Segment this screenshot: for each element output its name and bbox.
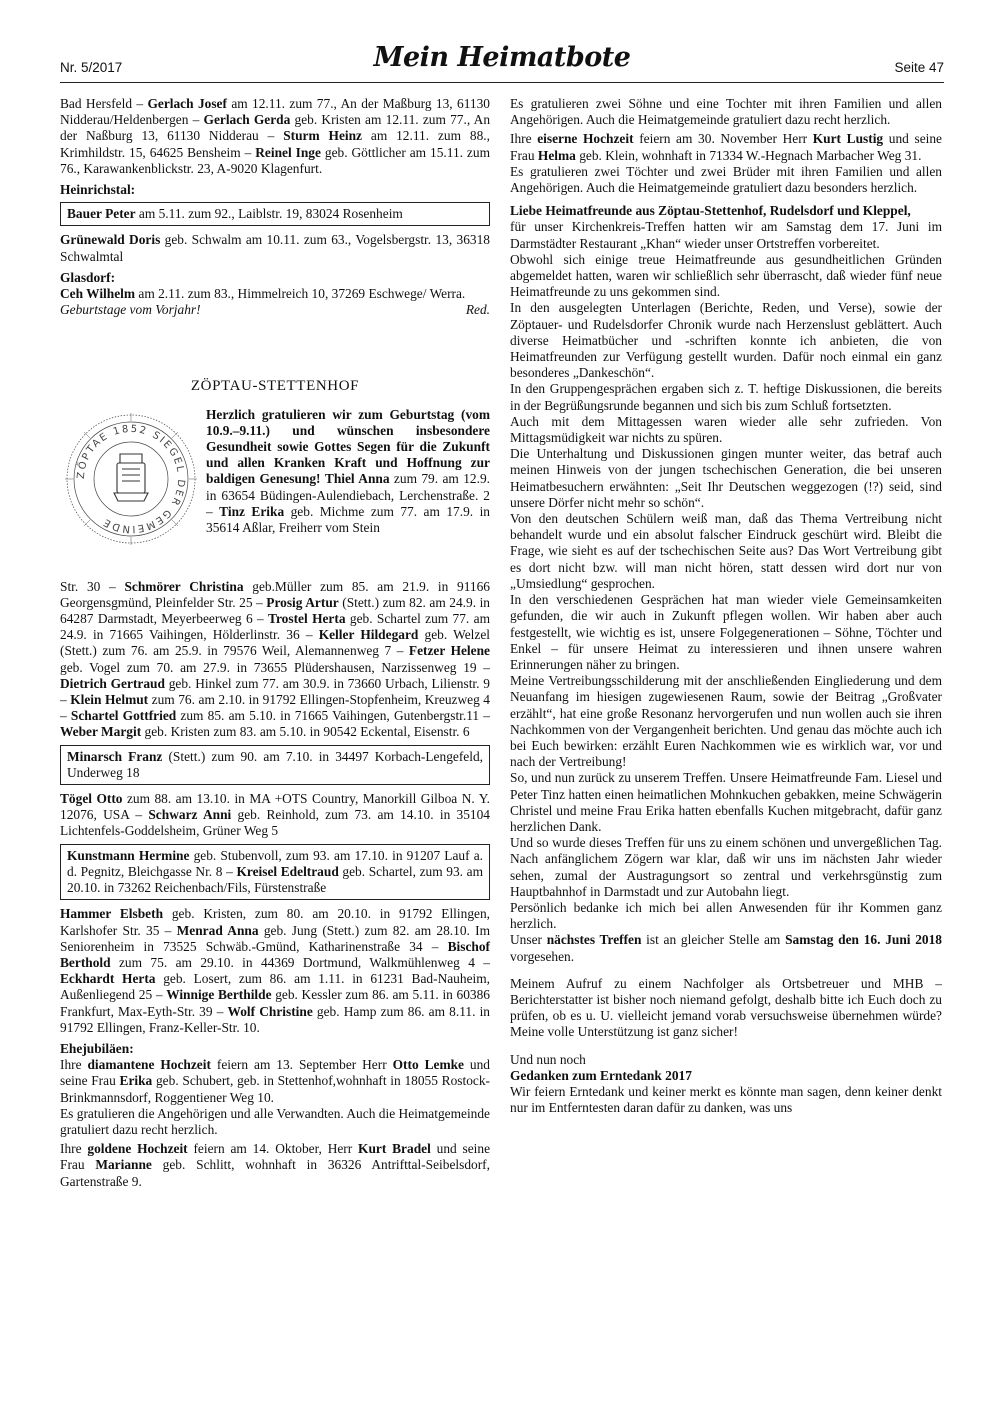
letter-body (510, 219, 942, 932)
page-header (60, 42, 944, 90)
thoughts-heading: Gedanken zum Erntedank 2017 (510, 1067, 692, 1083)
boxed-entry-text: Minarsch Franz (Stett.) zum 90. am 7.10. in 34497 Korbach-Lengefeld, Underweg 18 (67, 748, 483, 780)
editor-note (60, 302, 490, 318)
successor-appeal: Meinem Aufruf zu einem Nachfolger als Ortsbetreuer und MHB – Berichterstatter ist bisher noch niemand gefolgt, deshalb bitte ich Euch doch zu prüfen, ob es u. U. vielleicht jemand vorab versuchsweise übernehmen würde? Meine volle Unterstützung ist ganz sicher! (510, 975, 942, 1040)
letter-paragraph: So, und nun zurück zu unserem Treffen. Unsere Heimatfreunde Fam. Liesel und Peter Tinz hatten einen heimatlichen Mohnkuchen gebakken, meine Schwägerin Christel und meine Frau Erika hatten ebenfalls Kuchen mitgebracht, dafür ganz herzlichen Dank. (510, 770, 942, 834)
left-column (60, 96, 490, 1190)
entry-gruenewald: Grünewald Doris geb. Schwalm am 10.11. zum 63., Vogelsbergstr. 13, 36318 Schwalmtal (60, 232, 490, 264)
letter-paragraph: für unser Kirchenkreis-Treffen hatten wir am Samstag dem 17. Juni im Darmstädter Restaurant „Khan“ wieder unser Ortstreffen vorbereitet. (510, 219, 942, 251)
boxed-entry-text: Bauer Peter am 5.11. zum 92., Laiblstr. 19, 83024 Rosenheim (67, 206, 403, 222)
und-nun-noch: Und nun noch (510, 1051, 586, 1067)
section-title-zoeptau: ZÖPTAU-STETTENHOF (190, 378, 360, 395)
boxed-entry-text: Kunstmann Hermine geb. Stubenvoll, zum 93. am 17.10. in 91207 Lauf a. d. Pegnitz, Bleichgasse Nr. 8 – Kreisel Edeltraud geb. Schartel, zum 93. am 20.10. in 73262 Reichenbach/Fils, Fürstenstraße (67, 847, 484, 896)
letter-heading: Liebe Heimatfreunde aus Zöptau-Stettenhof, Rudelsdorf und Kleppel, (510, 203, 911, 219)
masthead-title: Mein Heimatbote (373, 42, 631, 73)
letter-paragraph: In den ausgelegten Unterlagen (Berichte, Reden, und Verse), sowie der Zöptauer- und Rudelsdorfer Chronik wurde nach Herzenslust geblättert. Auch diverse Heimatbücher und -schriften konnte ich anbieten, die von Heimatfreunden zur Verfügung gestellt wurden. Dafür noch einmal ein ganz besonderes „Dankeschön“. (510, 300, 942, 381)
glasdorf-heading: Glasdorf: (60, 269, 116, 285)
diamond-congrats: Es gratulieren die Angehörigen und alle Verwandten. Auch die Heimatgemeinde gratuliert dazu recht herzlich. (60, 1105, 490, 1137)
letter-paragraph: In den Gruppengesprächen ergaben sich z. T. heftige Diskussionen, die bereits in der Begrüßungsrunde begannen und sich bis zum Schluß fortsetzten. (510, 381, 942, 413)
editor-note-text: Geburtstage vom Vorjahr! (60, 302, 201, 318)
letter-paragraph: Obwohl sich einige treue Heimatfreunde aus gesundheitlichen Gründen abgemeldet hatten, waren wir schließlich sehr überrascht, daß wieder fünf neue Heimatfreunde zu uns gekommen sind. (510, 251, 942, 300)
boxed-entry-bauer (60, 202, 490, 226)
svg-text:ZÖPTAE 1852 SIEGEL DER GEMEIND (75, 423, 186, 533)
boxed-entry-minarsch (60, 745, 490, 785)
letter-paragraph: Die Unterhaltung und Diskussionen gingen munter weiter, das betraf auch meinen Hinweis von der jungen tschechischen Generation, die bei unseren Heimatbesuchern erwähnten: „Seit Ihr Deutschen weggezogen (!?) seid, sind unsere Dörfer nicht mehr so schön“. (510, 446, 942, 510)
entry-hammer: Hammer Elsbeth geb. Kristen, zum 80. am 20.10. in 91792 Ellingen, Karlshofer Str. 35 – Menrad Anna geb. Jung (Stett.) zum 82. am 28.10. Im Seniorenheim in 73525 Schwäb.-Gmünd, Katharinenstraße 34 – Bischof Berthold zum 75. am 29.10. in 44369 Dortmund, Walkmühlenweg 4 – Eckhardt Herta geb. Losert, zum 86. am 1.11. in 61231 Bad-Nauheim, Außenliegend 25 – Winnige Berthilde geb. Kessler zum 86. am 5.11. in 60386 Frankfurt, Max-Eyth-Str. 39 – Wolf Christine geb. Hamp zum 86. am 8.11. in 91792 Ellingen, Franz-Keller-Str. 10. (60, 906, 491, 1035)
municipal-seal-icon (56, 409, 206, 549)
diamond-wedding: Ihre diamantene Hochzeit feiern am 13. September Herr Otto Lemke und seine Frau Erika geb. Schubert, geb. in Stettenhof,wohnhaft in 18055 Rostock-Brinkmannsdorf, Roggentiener Weg 10. (60, 1057, 490, 1105)
letter-paragraph: In den verschiedenen Gesprächen hat man wieder viele Gemeinsamkeiten gefunden, die wir auch in Zukunft pflegen wollen. Wir haben aber auch festgestellt, wie wichtig es ist, unsere Folgegenerationen – Söhne, Töchter und Enkel – für unsere Heimat zu interessieren und ihnen unsere wahren Erinnerungen näher zu bringen. (510, 592, 942, 672)
intro-paragraph: Bad Hersfeld – Gerlach Josef am 12.11. zum 77., An der Maßburg 13, 61130 Nidderau/Heldenbergen – Gerlach Gerda geb. Kristen am 12.11. zum 77., An der Naßburg 13, 61130 Nidderau – Sturm Heinz am 12.11. zum 88., Krimhildstr. 15, 64625 Bensheim – Reinel Inge geb. Göttlicher am 15.11. zum 76., Karawankenblickstr. 23, A-9020 Klagenfurt. (60, 96, 491, 176)
letter-paragraph: Von den deutschen Schülern weiß man, daß das Thema Vertreibung nicht behandelt wurde und ein absolut falscher Eindruck geschürt wird. Bleibt die Frage, wie sieht es auf der tschechischen Seite aus? Das Wort Vertreibung gibt es dort nicht bzw. will man nicht hören, statt dessen wird dort nur von „Umsiedlung“ gesprochen. (510, 511, 942, 591)
entry-ceh: Ceh Wilhelm am 2.11. zum 83., Himmelreich 10, 37269 Eschwege/ Werra. (60, 286, 466, 302)
greeting-text: Herzlich gratulieren wir zum Geburtstag (vom 10.9.–9.11.) und wünschen insbesondere Gesundheit sowie Gottes Segen für die Zukunft und allen Kranken Kraft und Hoffnung zur baldigen Genesung! Thiel Anna zum 79. am 12.9. in 63654 Büdingen-Aulendiebach, Lerchenstraße. 2 – Tinz Erika geb. Michme zum 77. am 17.9. in 35614 Aßlar, Freiherr vom Stein (206, 406, 490, 536)
seal-ring-text: ZÖPTAE 1852 SIEGEL DER GEMEINDE (75, 423, 187, 534)
next-meeting: Unser nächstes Treffen ist an gleicher Stelle am Samstag den 16. Juni 2018 vorgesehen. (510, 932, 943, 964)
heinrichstal-heading: Heinrichstal: (60, 182, 136, 198)
congrats-paragraph: Es gratulieren zwei Söhne und eine Tochter mit ihren Familien und allen Angehörigen. Auch die Heimatgemeinde gratuliert dazu recht herzlich. (510, 96, 942, 128)
letter-paragraph: Auch mit dem Mittagessen waren wieder alle sehr zufrieden. Von Mittagsmüdigkeit war nichts zu spüren. (510, 413, 942, 446)
letter-paragraph: Und so wurde dieses Treffen für uns zu einem schönen und unvergeßlichen Tag. Nach anfänglichem Zögern war klar, daß wir uns im nächsten Jahr wieder sehen, zumal der Austragungsort so zentral und verkehrsgünstig zum Hauptbahnhof in Darmstadt und zur Autobahn liegt. (510, 835, 942, 899)
golden-wedding: Ihre goldene Hochzeit feiern am 14. Oktober, Herr Kurt Bradel und seine Frau Marianne geb. Schlitt, wohnhaft in 36326 Antrifttal-Seibelsdorf, Gartenstraße 9. (60, 1141, 491, 1189)
seal-and-greeting (60, 407, 490, 579)
letter-paragraph: Meine Vertreibungsschilderung mit der anschließenden Eingliederung und dem Neuanfang im hiesigen zugewiesenen Raum, sowie der Beitrag „Großvater erzählt“, hat eine große Resonanz hervorgerufen und nun wollen auch sie ihren Nachkommen von der Vergangenheit berichten. Und genau das möchte auch ich bei Euch bewirken: erzählt Euren Nachkommen wie es wirklich war, vor und nach der Vertreibung! (510, 673, 942, 770)
thoughts-text: Wir feiern Erntedank und keiner merkt es könnte man sagen, denn keiner denkt nur im Entferntesten daran dafür zu danken, was uns (510, 1083, 942, 1116)
letter-paragraph: Persönlich bedanke ich mich bei allen Anwesenden für ihr Kommen ganz herzlich. (510, 899, 942, 932)
page-number: Seite 47 (894, 60, 944, 75)
congrats-paragraph-2: Es gratulieren zwei Töchter und zwei Brüder mit ihren Familien und allen Angehörigen. Auch die Heimatgemeinde gratuliert dazu besonders herzlich. (510, 163, 942, 196)
iron-wedding: Ihre eiserne Hochzeit feiern am 30. November Herr Kurt Lustig und seine Frau Helma geb. Klein, wohnhaft in 71334 W.-Hegnach Marbacher Weg 31. (510, 131, 942, 163)
editor-note-sign: Red. (465, 302, 490, 318)
right-column (510, 96, 942, 1116)
ehejubilaeen-heading: Ehejubiläen: (60, 1040, 134, 1056)
entry-toegel: Tögel Otto zum 88. am 13.10. in MA +OTS Country, Manorkill Gilboa N. Y. 12076, USA – Schwarz Anni geb. Reinhold, zum 73. am 14.10. in 35104 Lichtenfels-Goddelsheim, Grüner Weg 5 (60, 791, 490, 839)
birthday-list: Str. 30 – Schmörer Christina geb.Müller zum 85. am 21.9. in 91166 Georgensgmünd, Pleinfelder Str. 25 – Prosig Artur (Stett.) zum 82. am 24.9. in 64287 Darmstadt, Meyerbeerweg 6 – Trostel Herta geb. Schartel zum 77. am 24.9. in 71665 Vaihingen, Hölderlinstr. 36 – Keller Hildegard geb. Welzel (Stett.) zum 76. am 25.9. in 79576 Weil, Alemannenweg 7 – Fetzer Helene geb. Vogel zum 70. am 27.9. in 73655 Plüdershausen, Narzissenweg 19 – Dietrich Gertraud geb. Hinkel zum 77. am 30.9. in 73660 Urbach, Lilienstr. 9 – Klein Helmut zum 76. am 2.10. in 91792 Ellingen-Stopfenheim, Kreuzweg 4 – Schartel Gottfried zum 85. am 5.10. in 71665 Vaihingen, Gutenbergstr.11 – Weber Margit geb. Kristen zum 83. am 5.10. in 90542 Eckental, Eisenstr. 6 (60, 578, 491, 740)
header-rule (60, 82, 944, 83)
boxed-entry-kunstmann (60, 844, 490, 901)
issue-number: Nr. 5/2017 (60, 60, 123, 75)
